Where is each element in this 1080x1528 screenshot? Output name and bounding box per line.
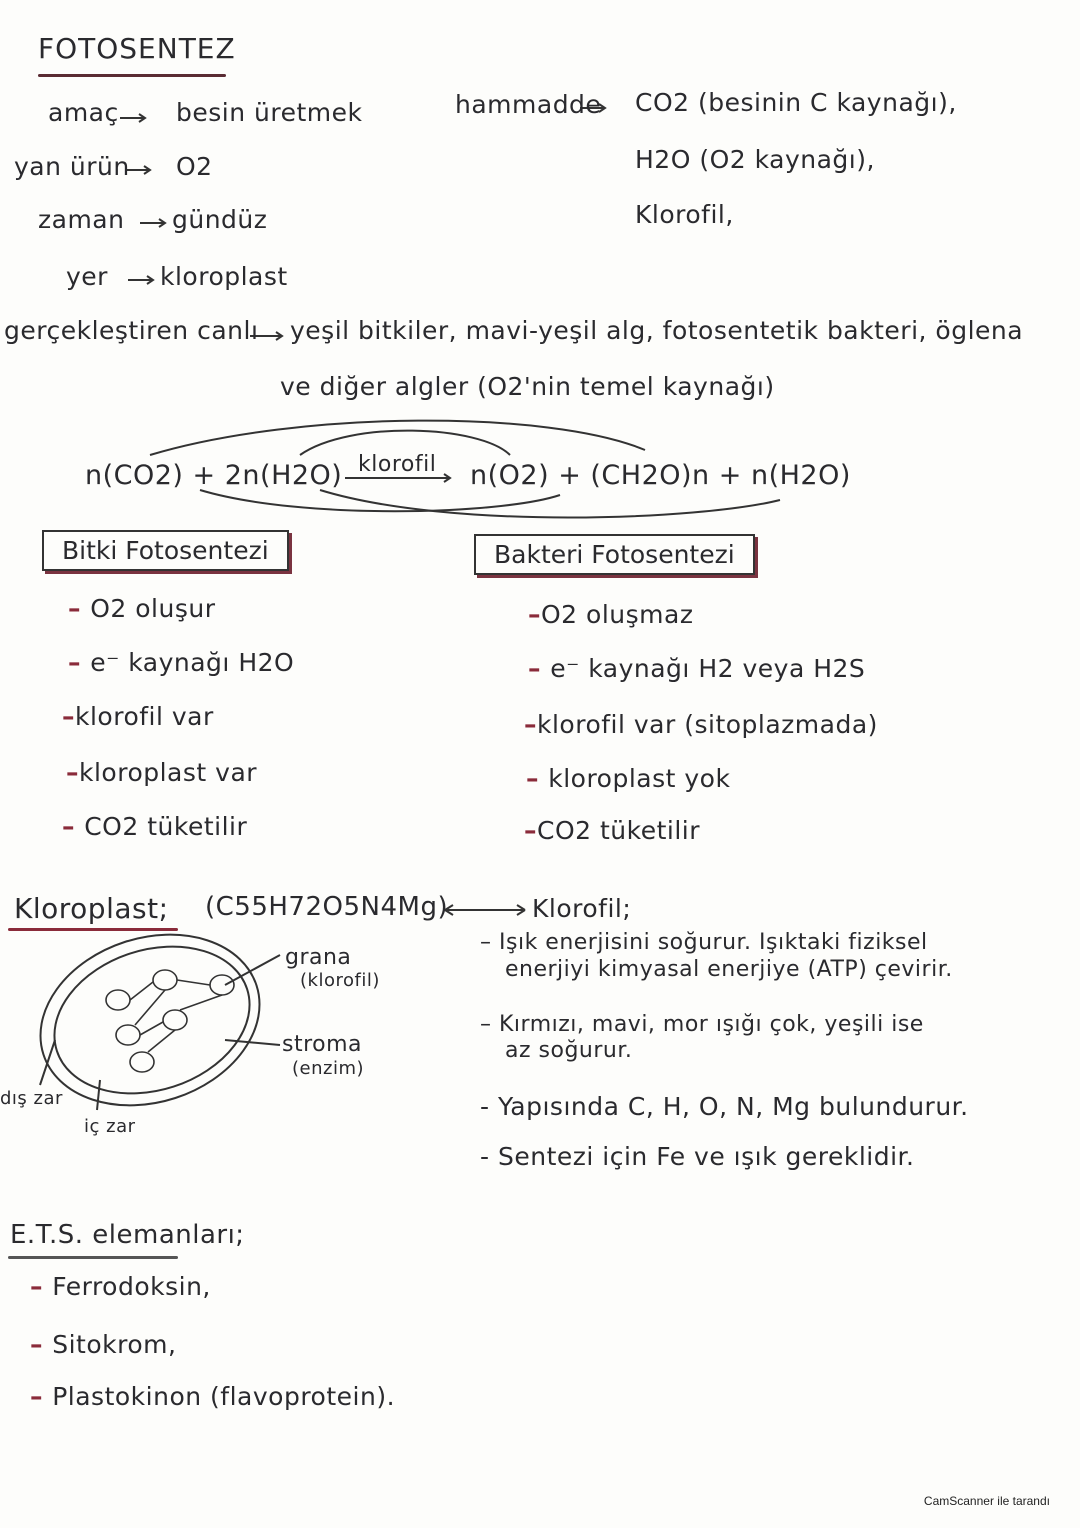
byproduct-label: yan ürün: [14, 152, 130, 181]
ets-heading: E.T.S. elemanları;: [10, 1220, 245, 1250]
chlorophyll-formula: (C55H72O5N4Mg): [205, 892, 449, 922]
goal-value: besin üretmek: [176, 98, 363, 127]
bacteria-item: – kloroplast yok: [526, 764, 731, 793]
bacteria-item: –O2 oluşmaz: [528, 600, 694, 629]
grana-sub-label: (klorofil): [300, 970, 380, 991]
raw-material-item: Klorofil,: [635, 200, 734, 229]
ets-item: – Ferrodoksin,: [30, 1272, 211, 1301]
chlorophyll-item: – Işık enerjisini soğurur. Işıktaki fiziksel: [480, 930, 928, 955]
arrow-icon: [120, 114, 145, 122]
chlorophyll-heading: Klorofil;: [532, 894, 632, 923]
organisms-line: ve diğer algler (O2'nin temel kaynağı): [280, 372, 775, 401]
chlorophyll-item-cont: enerjiyi kimyasal enerjiye (ATP) çevirir.: [505, 957, 953, 982]
chlorophyll-item-cont: az soğurur.: [505, 1038, 633, 1063]
grana-pointer: [225, 955, 280, 985]
ets-item: – Sitokrom,: [30, 1330, 177, 1359]
place-label: yer: [66, 262, 108, 291]
equation-products: n(O2) + (CH2O)n + n(H2O): [470, 460, 851, 491]
klorofil-arrow: [445, 905, 525, 915]
ets-underline: [8, 1256, 178, 1259]
plant-item: –klorofil var: [62, 702, 214, 731]
plant-item: –kloroplast var: [66, 758, 258, 787]
raw-material-item: H2O (O2 kaynağı),: [635, 145, 875, 174]
arrow-icon: [140, 219, 165, 227]
inner-pointer: [97, 1080, 100, 1110]
organisms-line: yeşil bitkiler, mavi-yeşil alg, fotosentetik bakteri, öglena: [290, 316, 1024, 345]
outer-membrane-label: dış zar: [0, 1088, 63, 1109]
bacteria-item: – e⁻ kaynağı H2 veya H2S: [528, 654, 866, 683]
chlorophyll-item: - Yapısında C, H, O, N, Mg bulundurur.: [480, 1092, 969, 1121]
goal-label: amaç: [48, 98, 119, 127]
plant-item: – e⁻ kaynağı H2O: [68, 648, 295, 677]
raw-material-item: CO2 (besinin C kaynağı),: [635, 88, 957, 117]
place-value: kloroplast: [160, 262, 288, 291]
bacteria-item: –CO2 tüketilir: [524, 816, 701, 845]
equation-reactants: n(CO2) + 2n(H2O): [85, 460, 343, 491]
inner-membrane-label: iç zar: [84, 1116, 136, 1137]
equation-catalyst: klorofil: [358, 452, 437, 477]
bacteria-item: –klorofil var (sitoplazmada): [524, 710, 878, 739]
arrow-icon: [128, 276, 153, 284]
ets-item: – Plastokinon (flavoprotein).: [30, 1382, 396, 1411]
stroma-pointer: [225, 1040, 280, 1045]
scanner-watermark: CamScanner ile tarandı: [923, 1494, 1050, 1508]
byproduct-value: O2: [176, 152, 213, 181]
time-value: gündüz: [172, 205, 268, 234]
chloroplast-heading: Kloroplast;: [14, 892, 169, 925]
chloroplast-underline: [8, 928, 178, 931]
stroma-sub-label: (enzim): [292, 1058, 365, 1079]
page-title: FOTOSENTEZ: [38, 32, 236, 65]
bacteria-heading: Bakteri Fotosentezi: [474, 534, 755, 575]
equation-arrow-bottom: [320, 490, 780, 518]
equation-arrow-top: [150, 421, 645, 455]
grana-stacks: [106, 970, 234, 1072]
chlorophyll-item: - Sentezi için Fe ve ışık gereklidir.: [480, 1142, 915, 1171]
plant-item: – O2 oluşur: [68, 594, 216, 623]
grana-label: grana: [285, 945, 352, 970]
raw-material-label: hammadde: [455, 90, 602, 119]
stroma-label: stroma: [282, 1032, 363, 1057]
title-underline: [38, 74, 226, 77]
time-label: zaman: [38, 205, 125, 234]
equation-arrow-bottom2: [200, 490, 560, 511]
plant-item: – CO2 tüketilir: [62, 812, 248, 841]
organisms-label: gerçekleştiren canlı: [4, 316, 259, 345]
plant-heading: Bitki Fotosentezi: [42, 530, 289, 571]
chlorophyll-item: – Kırmızı, mavi, mor ışığı çok, yeşili ise: [480, 1012, 924, 1037]
